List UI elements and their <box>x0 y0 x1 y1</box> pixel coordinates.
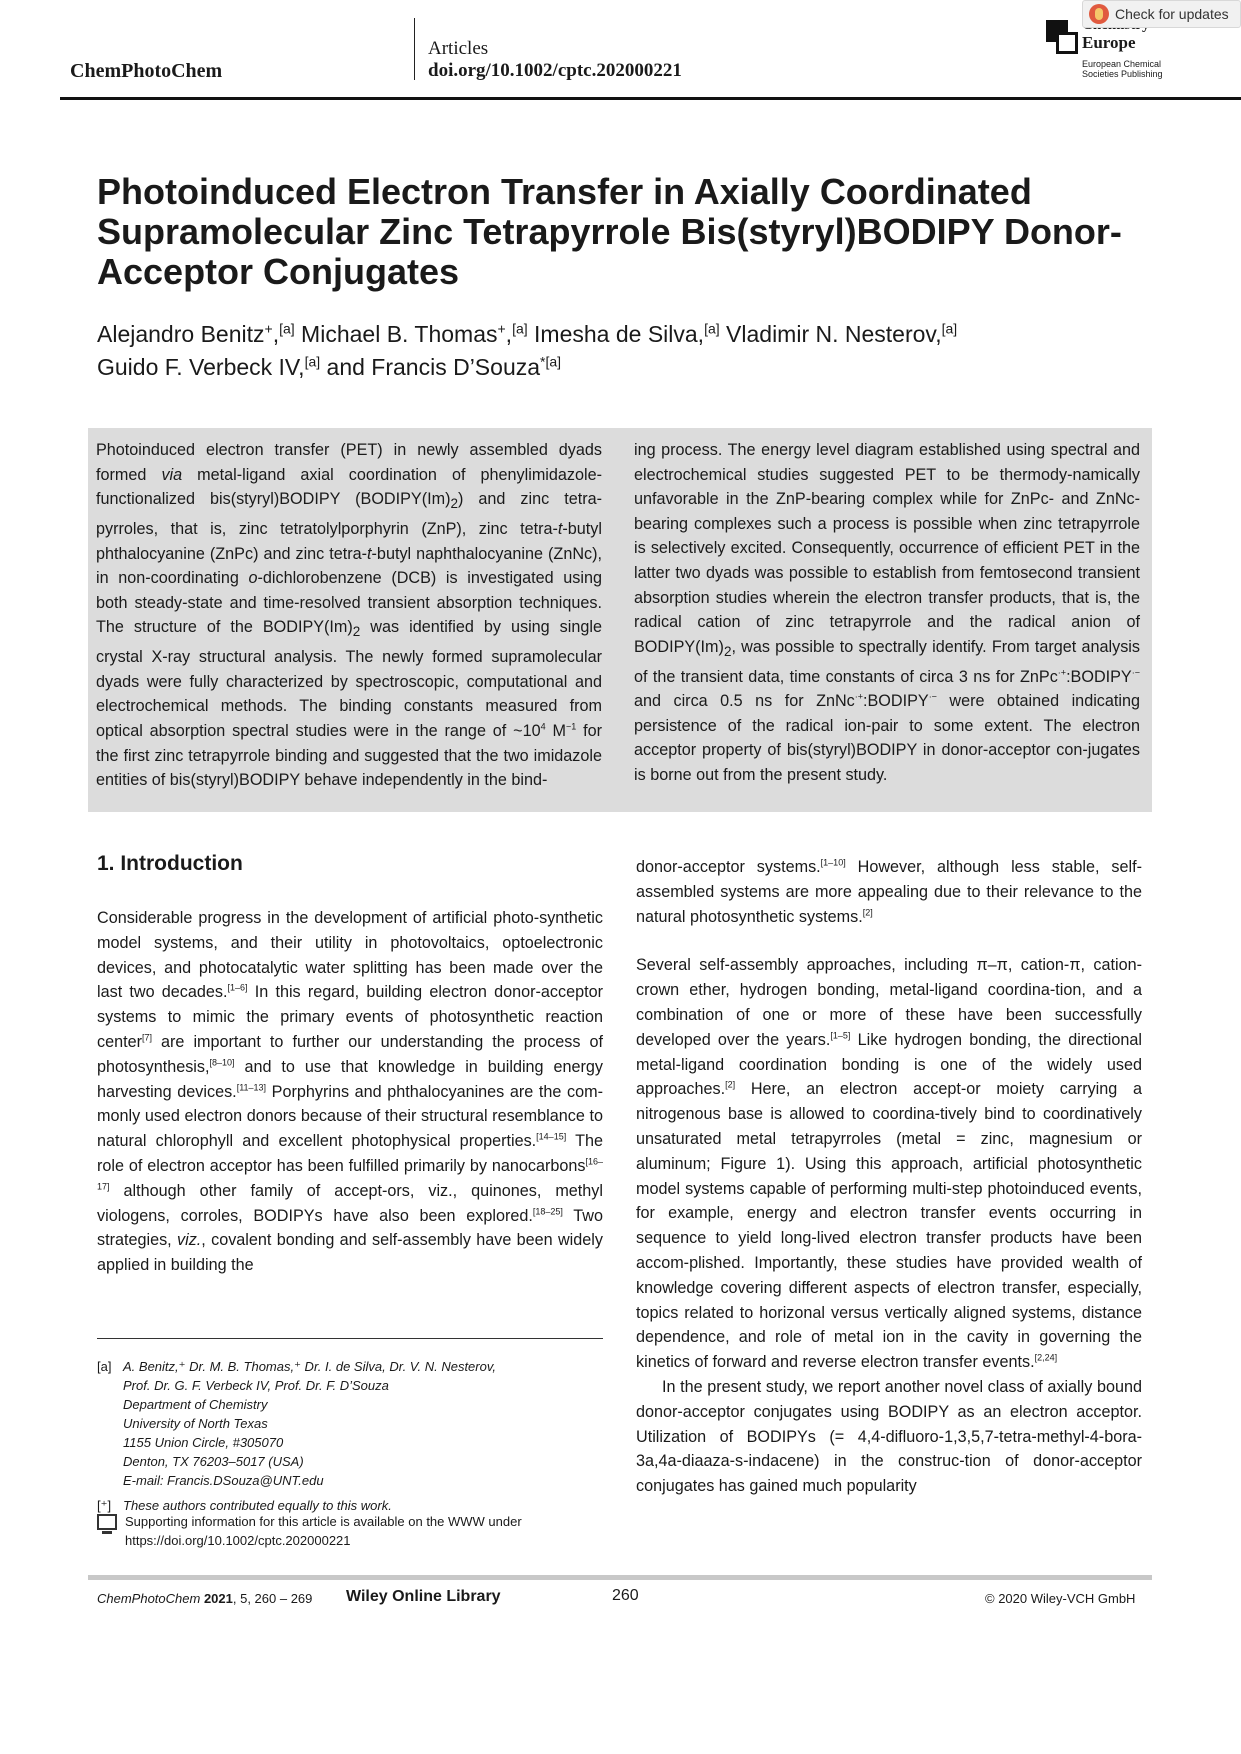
affiliation-mark: [a] <box>304 353 321 370</box>
affiliation-mark: [a] <box>941 320 958 337</box>
superscript: 4 <box>540 721 546 732</box>
superscript: ·+ <box>1057 667 1067 678</box>
paragraph <box>636 953 1142 1375</box>
footnote-text: 1155 Union Circle, #305070 <box>123 1435 284 1450</box>
email-link[interactable]: E-mail: Francis.DSouza@UNT.edu <box>123 1473 324 1488</box>
abstract-text: was identified by using single crystal X-ray structural analysis. The newly formed supramolecular dyads were fully characterized by spectroscopic, computational and electrochemical methods. The binding constants measured from optical absorption spectral studies were in the range of ~10 <box>96 618 602 740</box>
footnote-mark: [⁺] <box>97 1498 112 1513</box>
abstract-text: and circa 0.5 ns for ZnNc <box>634 692 855 711</box>
section-heading: 1. Introduction <box>97 852 243 875</box>
abstract-text: :BODIPY <box>1066 667 1132 686</box>
abstract-text: , was possible to spectrally identify. From target analysis of the transient data, time constants of circa 3 ns for ZnPc <box>634 637 1140 686</box>
footer-year: 2021 <box>203 1591 233 1606</box>
logo-sub1: European Chemical <box>1082 59 1162 69</box>
footnote-text: Denton, TX 76203–5017 (USA) <box>123 1454 304 1469</box>
subscript: 2 <box>352 624 361 640</box>
supporting-info-note <box>97 1512 605 1550</box>
footnote-text: University of North Texas <box>123 1416 268 1431</box>
article-title: Photoinduced Electron Transfer in Axially Coordinated Supramolecular Zinc Tetrapyrrole Bis(styryl)BODIPY Donor-Acceptor Conjugates <box>97 171 1122 292</box>
superscript: ·− <box>928 691 937 702</box>
abstract-text: ing process. The energy level diagram established using spectral and electrochemical studies suggested PET to be thermody-namically unfavorable in the ZnP-bearing complex while for ZnPc- and ZnNc-bearing complexes such a process is possible when zinc tetrapyrrole is selectively excited. Consequently, occurrence of efficient PET in the latter two dyads was possible to establish from femtosecond transient absorption studies wherein the electron transfer products, that is, the radical cation of zinc tetrapyrrole and the radical anion of BODIPY(Im) <box>634 441 1140 656</box>
abstract-left-column <box>96 438 602 793</box>
supporting-info-link[interactable]: https://doi.org/10.1002/cptc.202000221 <box>125 1533 351 1548</box>
footer-citation <box>97 1591 312 1606</box>
citation-link[interactable]: [2] <box>725 1079 736 1090</box>
intro-left-column <box>97 906 603 1278</box>
footnote-text: These authors contributed equally to this work. <box>123 1498 392 1513</box>
author: Imesha de Silva, <box>534 321 705 347</box>
abstract-text: for the first zinc tetrapyrrole binding and suggested that the two imidazole entities of bis(styryl)BODIPY behave independently in the bind- <box>96 722 602 790</box>
copyright: © 2020 Wiley-VCH GmbH <box>985 1591 1136 1606</box>
footnote-text: Prof. Dr. G. F. Verbeck IV, Prof. Dr. F. D’Souza <box>123 1378 389 1393</box>
body-text: and to use that knowledge in building energy harvesting devices. <box>97 1057 603 1101</box>
abstract-right-column <box>634 438 1140 788</box>
page-number: 260 <box>612 1587 639 1604</box>
footnote-text: Supporting information for this article is available on the WWW under <box>125 1514 522 1529</box>
body-text: In the present study, we report another novel class of axially bound donor-acceptor conjugates using BODIPY as an electron acceptor. Utilization of BODIPYs (= 4,4-difluoro-1,3,5,7-tetra-methyl-4-bora-3a,4a-diaaza-s-indacene) in the construc-tion of donor-acceptor conjugates has gained much popularity <box>636 1377 1142 1496</box>
crossmark-icon <box>1089 4 1109 24</box>
body-text: Here, an electron accept-or moiety carrying a nitrogenous base is allowed to coordina-tively bind to coordinatively unsaturated metal tetrapyrroles (metal = zinc, magnesium or aluminum; Figure 1). Using this approach, artificial photosynthetic model systems capable of performing multi-step photoinduced events, for example, energy and electron transfer events occurring in sequence to yield long-lived electron transfer products have been accom-plished. Importantly, these studies have provided wealth of knowledge covering different aspects of electron transfer, especially, topics related to horizonal versus vertically aligned systems, distance dependence, and role of metal ion in the cavity in governing the kinetics of forward and reverse electron transfer events. <box>636 1080 1142 1372</box>
author-list: Alejandro Benitz+,[a] Michael B. Thomas+,[a] Imesha de Silva,[a] Vladimir N. Nesterov,[a] Guido F. Verbeck IV,[a] and Francis D’Souza$^{*[a]}$ <box>97 320 958 380</box>
footer-pages: , 5, 260 – 269 <box>232 1591 313 1606</box>
abstract-text: -butyl phthalocyanine (ZnPc) and zinc tetra- <box>96 520 602 563</box>
header-rule <box>60 97 1241 100</box>
affiliation-mark: [a] <box>512 320 528 337</box>
computer-icon <box>97 1514 117 1530</box>
logo-square-outline-icon <box>1056 32 1078 54</box>
citation-link[interactable]: [7] <box>142 1032 153 1043</box>
author: Michael B. Thomas <box>301 321 498 347</box>
body-text: although other family of accept-ors, viz., quinones, methyl viologens, corroles, BODIPYs have also been explored. <box>97 1181 603 1225</box>
superscript: ·+ <box>854 691 864 702</box>
body-text: donor-acceptor systems. <box>636 858 821 876</box>
author: Guido F. Verbeck IV, <box>97 354 305 380</box>
wiley-online-library-link[interactable]: Wiley Online Library <box>346 1588 501 1605</box>
check-for-updates-label: Check for updates <box>1115 6 1229 22</box>
citation-link[interactable]: [18–25] <box>532 1206 563 1217</box>
abstract-text: via <box>161 465 183 484</box>
citation-link[interactable]: [1–5] <box>830 1030 851 1041</box>
header-divider <box>414 18 415 80</box>
body-text: Considerable progress in the development of artificial photo-synthetic model systems, and their utility in photovoltaics, optoelectronic devices, and photocatalytic water splitting has been made over the last two decades. <box>97 909 603 1002</box>
body-text: viz. <box>177 1231 202 1250</box>
body-text: In this regard, building electron donor-acceptor systems to mimic the primary events of photosynthetic reaction center <box>97 983 604 1051</box>
footer-rule <box>88 1575 1152 1580</box>
affiliation-mark: [a] <box>545 353 562 370</box>
body-text: Like hydrogen bonding, the directional metal-ligand coordination bonding is one of the widely used approaches. <box>636 1030 1142 1099</box>
check-for-updates-button[interactable] <box>1082 0 1241 28</box>
abstract-text: Photoinduced electron transfer (PET) in newly assembled dyads formed <box>96 441 602 484</box>
body-text: Several self-assembly approaches, including π–π, cation-π, cation-crown ether, hydrogen bonding, metal-ligand coordina-tion, and a combination of one or more of these have been successfully developed over the years. <box>636 956 1142 1049</box>
citation-link[interactable]: [1–10] <box>820 857 846 868</box>
paragraph <box>97 906 603 1278</box>
body-text: , covalent bonding and self-assembly have been widely applied in building the <box>97 1231 603 1275</box>
abstract-text: metal-ligand axial coordination of phenylimidazole-functionalized bis(styryl)BODIPY (BODIPY(Im) <box>96 465 602 509</box>
equal-contrib-mark: + <box>264 320 273 337</box>
superscript: ·− <box>1131 667 1140 678</box>
body-text: are important to further our understanding the process of photosynthesis, <box>97 1032 603 1076</box>
citation-link[interactable]: [16–17] <box>97 1156 603 1192</box>
superscript: −1 <box>565 721 577 732</box>
affiliation-footnote <box>97 1357 605 1515</box>
paragraph <box>636 1375 1142 1499</box>
abstract-text: ) and zinc tetra-pyrroles, that is, zinc tetratolylporphyrin (ZnP), zinc tetra- <box>96 490 602 539</box>
doi-link[interactable]: doi.org/10.1002/cptc.202000221 <box>428 60 682 81</box>
equal-contrib-mark: + <box>497 320 506 337</box>
citation-link[interactable]: [11–13] <box>236 1082 267 1093</box>
affiliation-mark: [a] <box>704 320 720 337</box>
citation-link[interactable]: [14–15] <box>536 1131 567 1142</box>
author: Vladimir N. Nesterov, <box>726 321 942 347</box>
logo-sub2: Societies Publishing <box>1082 69 1163 79</box>
intro-right-column <box>636 855 1142 1499</box>
logo-line2: Europe <box>1082 33 1136 52</box>
affiliation-mark: [a] <box>279 320 295 337</box>
footnote-rule <box>97 1338 603 1339</box>
abstract-text: :BODIPY <box>863 692 929 711</box>
section-label: Articles <box>428 38 489 59</box>
abstract-text: o <box>248 569 258 588</box>
citation-link[interactable]: [8–10] <box>209 1057 235 1068</box>
abstract-text: were obtained indicating persistence of the radical ion-pair to some extent. The electron acceptor property of bis(styryl)BODIPY in donor-acceptor con-jugates is borne out from the present study. <box>634 692 1140 784</box>
author: Alejandro Benitz <box>97 321 265 347</box>
journal-name: ChemPhotoChem <box>70 60 223 82</box>
abstract-text: -dichlorobenzene (DCB) is investigated using both steady-state and time-resolved transient absorption techniques. The structure of the BODIPY(Im) <box>96 569 602 637</box>
abstract-text: -butyl naphthalocyanine (ZnNc), in non-coordinating <box>96 544 602 588</box>
footnote-text: A. Benitz,⁺ Dr. M. B. Thomas,⁺ Dr. I. de Silva, Dr. V. N. Nesterov, <box>123 1359 496 1374</box>
citation-link[interactable]: [1–6] <box>227 983 248 993</box>
body-text: Two strategies, <box>97 1206 603 1250</box>
body-text: The role of electron acceptor has been fulfilled primarily by nanocarbons <box>97 1132 603 1175</box>
paragraph <box>636 855 1142 929</box>
citation-link[interactable]: [2] <box>862 907 873 918</box>
abstract-text: M <box>545 722 566 740</box>
subscript: 2 <box>723 643 732 659</box>
body-text: However, although less stable, self-assembled systems are more appealing due to their relevance to the natural photosynthetic systems. <box>636 858 1142 926</box>
citation-link[interactable]: [2,24] <box>1034 1352 1058 1363</box>
footnote-mark: [a] <box>97 1359 112 1374</box>
corresponding-mark: * <box>540 353 546 370</box>
abstract-text: t <box>367 544 372 563</box>
subscript: 2 <box>450 496 458 512</box>
author: and Francis D’Souza <box>326 354 541 380</box>
footer-journal: ChemPhotoChem <box>97 1591 201 1606</box>
body-text: Porphyrins and phthalocyanines are the com-monly used electron donors because of their structural resemblance to natural chlorophyll and excellent photophysical properties. <box>97 1082 603 1151</box>
abstract-text: t <box>557 520 563 539</box>
footnote-text: Department of Chemistry <box>123 1397 268 1412</box>
